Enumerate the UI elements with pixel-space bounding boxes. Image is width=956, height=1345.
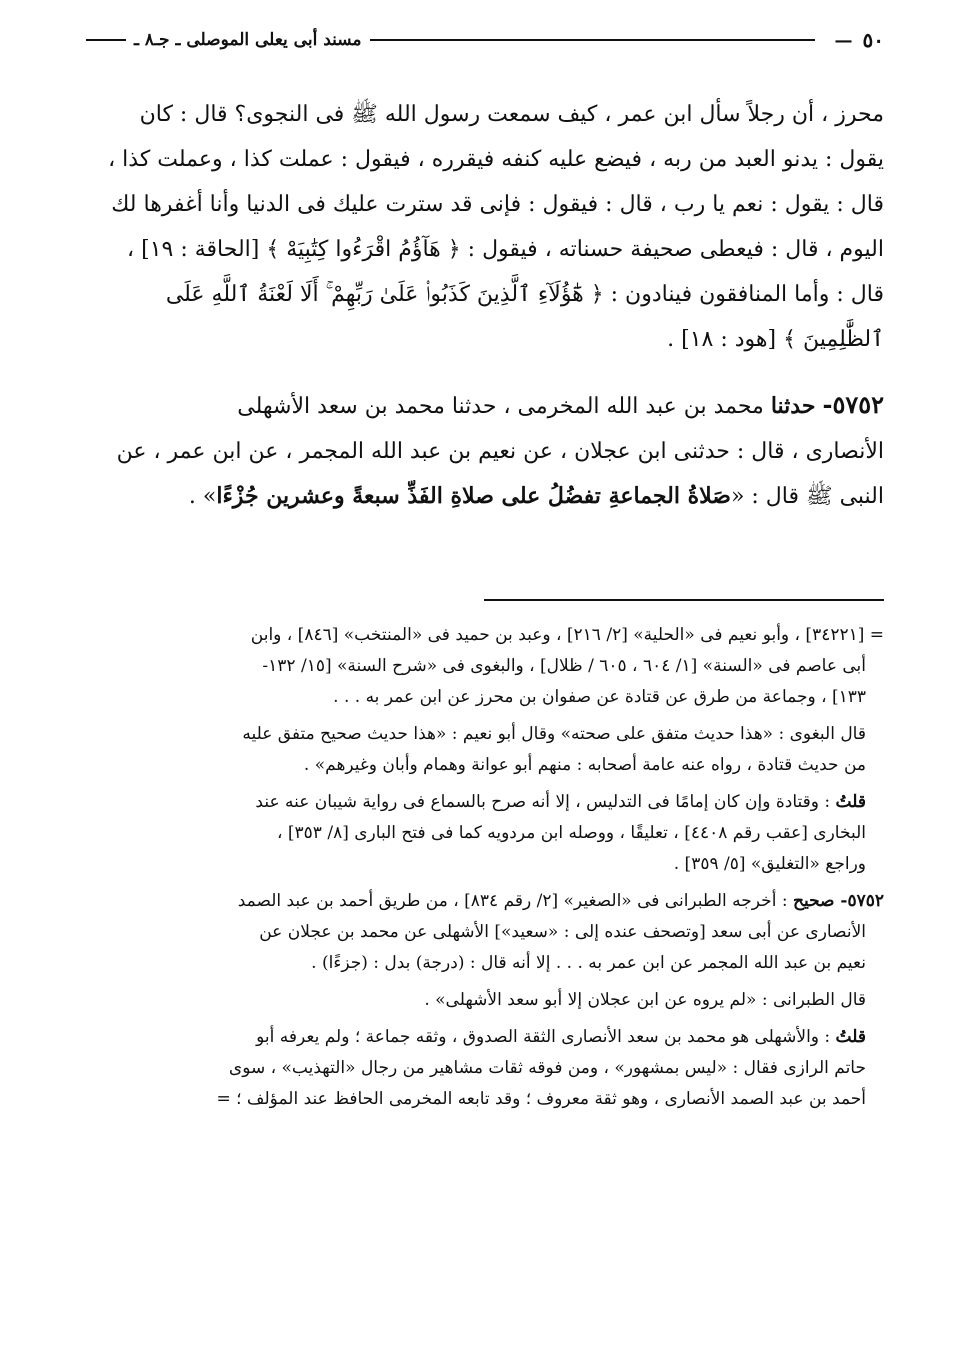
note-text: : والأشهلى هو محمد بن سعد الأنصارى الثقة الصدوق ، وثقه جماعة ؛ ولم يعرفه أبو [256,1027,831,1047]
matn-lead: النبى ﷺ قال : « [730,484,884,509]
hadith-first-line [78,382,884,429]
hadith-lead: حدثنا [770,393,816,419]
note-text: : أخرجه الطبرانى فى «الصغير» [٢/ رقم ٨٣٤] ، من طريق أحمد بن عبد الصمد [237,891,788,911]
header-rule-end [86,39,126,41]
footnotes [78,620,884,1115]
note-line: أحمد بن عبد الصمد الأنصارى ، وهو ثقة معروف ؛ وقد تابعه المخرمى الحافظ عند المؤلف ؛ = [216,1089,866,1109]
note-line: البخارى [عقب رقم ٤٤٠٨] ، تعليقًا ، ووصله ابن مردويه كما فى فتح البارى [٨/ ٣٥٣] ، [277,823,866,843]
hadith-matn: صَلاةُ الجماعةِ تفضُلُ على صلاةِ الفَذِّ سبعةً وعشرين جُزْءًا [216,483,731,509]
qultu-label: قلتُ [835,1027,866,1047]
note-qultu-line [78,1022,884,1053]
text-line: قال : وأما المنافقون فينادون : ﴿ هَٰٓؤُلَآءِ ٱلَّذِينَ كَذَبُوا۟ عَلَىٰ رَبِّهِمْ ۚ أَلَا لَعْنَةُ ٱللَّهِ عَلَى [165,282,884,307]
note-line: ١٣٣] ، وجماعة من طرق عن قتادة عن صفوان بن محرز عن ابن عمر به . . . [333,687,866,707]
note-number: ٥٧٥٢- صحيح [792,891,884,911]
hadith-matn-line [78,474,884,519]
note-line: وراجع «التغليق» [٥/ ٣٥٩] . [673,854,866,874]
note-line: قال الطبرانى : «لم يروه عن ابن عجلان إلا أبو سعد الأشهلى» . [424,990,866,1010]
header-dash: — [834,29,853,51]
note-line: أبى عاصم فى «السنة» [١/ ٦٠٤ ، ٦٠٥ / ظلال] ، والبغوى فى «شرح السنة» [١٥/ ١٣٢- [262,656,866,676]
note-text: : وقتادة وإن كان إمامًا فى التدليس ، إلا أنه صرح بالسماع فى رواية شيبان عنه عند [255,792,831,812]
note-line: من حديث قتادة ، رواه عنه عامة أصحابه : منهم أبو عوانة وهمام وأبان وغيرهم» . [303,755,866,775]
qultu-label: قلتُ [835,792,866,812]
note-2-first-line [78,886,884,917]
page-number: ٥٠ [862,28,884,52]
running-header [78,22,884,58]
text-line: اليوم ، قال : فيعطى صحيفة حسناته ، فيقول : ﴿ هَآؤُمُ اقْرَءُوا كِتَٰبِيَهْ ﴾ [الحاقة : ١٩] ، [127,237,884,262]
note-line: = [٣٤٢٢١] ، وأبو نعيم فى «الحلية» [٢/ ٢١٦] ، وعبد بن حميد فى «المنتخب» [٨٤٦] ، وابن [250,625,884,645]
header-rule [370,39,815,41]
text-line: قال : يقول : نعم يا رب ، قال : فيقول : فإنى قد سترت عليك فى الدنيا وأنا أغفرها لك [111,192,884,217]
text-line: محرز ، أن رجلاً سأل ابن عمر ، كيف سمعت رسول الله ﷺ فى النجوى؟ قال : كان [139,102,884,127]
book-title: مسند أبى يعلى الموصلى ـ جـ٨ ـ [134,30,362,50]
main-text [78,92,884,519]
text-line: الأنصارى ، قال : حدثنى ابن عجلان ، عن نعيم بن عبد الله المجمر ، عن ابن عمر ، عن [116,439,884,464]
text-line: ٱلظَّٰلِمِينَ ﴾ [هود : ١٨] . [667,327,884,352]
note-qultu-line [78,787,884,818]
note-line: الأنصارى عن أبى سعد [وتصحف عنده إلى : «سعيد»] الأشهلى عن محمد بن عجلان عن [259,922,866,942]
hadith-number: ٥٧٥٢- [822,390,884,419]
note-line: قال البغوى : «هذا حديث متفق على صحته» وقال أبو نعيم : «هذا حديث صحيح متفق عليه [242,724,866,744]
hadith-chain: محمد بن عبد الله المخرمى ، حدثنا محمد بن سعد الأشهلى [237,394,764,419]
footnote-separator [484,599,884,601]
matn-tail: » . [188,484,217,509]
page [78,22,884,1322]
note-line: نعيم بن عبد الله المجمر عن ابن عمر به . . . إلا أنه قال : (درجة) بدل : (جزءًا) . [311,953,866,973]
text-line: يقول : يدنو العبد من ربه ، فيضع عليه كنفه فيقرره ، فيقول : عملت كذا ، وعملت كذا ، [108,147,884,172]
note-line: حاتم الرازى فقال : «ليس بمشهور» ، ومن فوقه ثقات مشاهير من رجال «التهذيب» ، سوى [228,1058,866,1078]
